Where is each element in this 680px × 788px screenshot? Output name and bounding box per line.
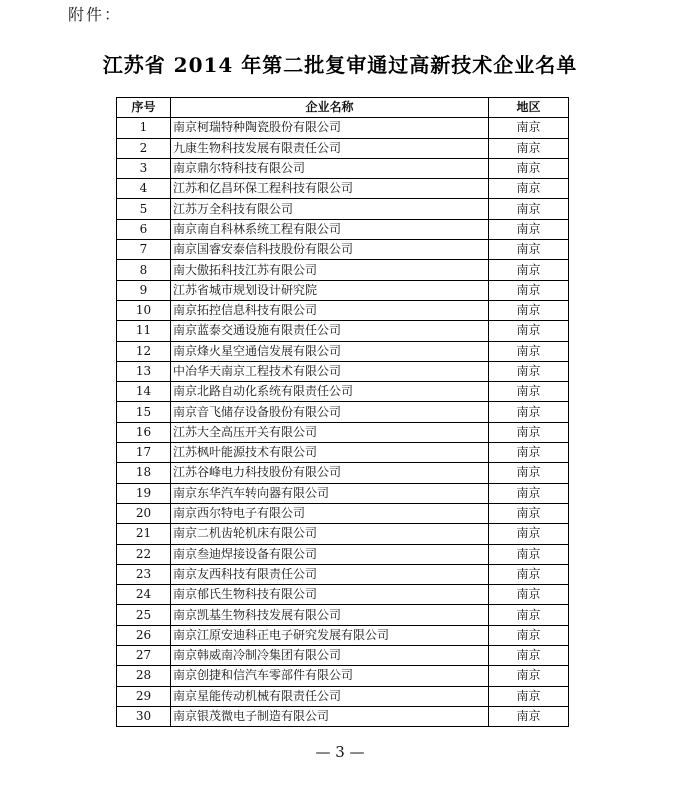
table-row (117, 382, 569, 402)
region: 南京 (489, 341, 569, 361)
header-region: 地区 (489, 98, 569, 118)
row-number: 4 (117, 179, 171, 199)
row-number: 28 (117, 666, 171, 686)
row-number: 13 (117, 361, 171, 381)
company-name: 南京星能传动机械有限责任公司 (171, 686, 489, 706)
row-number: 23 (117, 564, 171, 584)
row-number: 8 (117, 260, 171, 280)
document-title: 江苏省 2014 年第二批复审通过高新技术企业名单 (102, 53, 578, 77)
table-row (117, 564, 569, 584)
table-row (117, 402, 569, 422)
company-name: 南京拓控信息科技有限公司 (171, 300, 489, 320)
company-name: 南京创捷和信汽车零部件有限公司 (171, 666, 489, 686)
table-row (117, 443, 569, 463)
region: 南京 (489, 382, 569, 402)
company-name: 南京柯瑞特种陶瓷股份有限公司 (171, 118, 489, 138)
row-number: 17 (117, 443, 171, 463)
table-row (117, 422, 569, 442)
region: 南京 (489, 706, 569, 726)
table-row (117, 524, 569, 544)
region: 南京 (489, 219, 569, 239)
region: 南京 (489, 260, 569, 280)
company-name: 中冶华天南京工程技术有限公司 (171, 361, 489, 381)
company-name: 南京郁氏生物科技有限公司 (171, 585, 489, 605)
region: 南京 (489, 483, 569, 503)
company-name: 南京蓝泰交通设施有限责任公司 (171, 321, 489, 341)
company-name: 南京二机齿轮机床有限公司 (171, 524, 489, 544)
row-number: 18 (117, 463, 171, 483)
table-row (117, 321, 569, 341)
region: 南京 (489, 300, 569, 320)
company-name: 江苏枫叶能源技术有限公司 (171, 443, 489, 463)
attachment-label: 附件： (68, 5, 123, 24)
region: 南京 (489, 422, 569, 442)
table-row (117, 199, 569, 219)
company-name: 南京西尔特电子有限公司 (171, 503, 489, 523)
table-row (117, 483, 569, 503)
company-name: 南京江原安迪科正电子研究发展有限公司 (171, 625, 489, 645)
row-number: 11 (117, 321, 171, 341)
row-number: 30 (117, 706, 171, 726)
table-row (117, 361, 569, 381)
table-row (117, 158, 569, 178)
table-row (117, 544, 569, 564)
row-number: 22 (117, 544, 171, 564)
company-table (116, 97, 569, 727)
row-number: 10 (117, 300, 171, 320)
row-number: 1 (117, 118, 171, 138)
region: 南京 (489, 564, 569, 584)
region: 南京 (489, 240, 569, 260)
company-name: 南大傲拓科技江苏有限公司 (171, 260, 489, 280)
table-row (117, 240, 569, 260)
row-number: 27 (117, 646, 171, 666)
header-company-name: 企业名称 (171, 98, 489, 118)
row-number: 16 (117, 422, 171, 442)
region: 南京 (489, 199, 569, 219)
table-row (117, 585, 569, 605)
company-name: 南京凯基生物科技发展有限公司 (171, 605, 489, 625)
company-name: 南京鼎尔特科技有限公司 (171, 158, 489, 178)
region: 南京 (489, 402, 569, 422)
table-row (117, 646, 569, 666)
table-body (117, 118, 569, 727)
row-number: 26 (117, 625, 171, 645)
table-row (117, 686, 569, 706)
region: 南京 (489, 280, 569, 300)
company-name: 南京音飞储存设备股份有限公司 (171, 402, 489, 422)
table-row (117, 138, 569, 158)
table-row (117, 341, 569, 361)
company-name: 江苏万全科技有限公司 (171, 199, 489, 219)
company-name: 南京东华汽车转向器有限公司 (171, 483, 489, 503)
row-number: 2 (117, 138, 171, 158)
region: 南京 (489, 524, 569, 544)
region: 南京 (489, 625, 569, 645)
row-number: 24 (117, 585, 171, 605)
table-row (117, 625, 569, 645)
table-row (117, 463, 569, 483)
region: 南京 (489, 605, 569, 625)
row-number: 29 (117, 686, 171, 706)
region: 南京 (489, 544, 569, 564)
company-name: 江苏省城市规划设计研究院 (171, 280, 489, 300)
region: 南京 (489, 686, 569, 706)
table-row (117, 503, 569, 523)
table-row (117, 280, 569, 300)
row-number: 25 (117, 605, 171, 625)
region: 南京 (489, 666, 569, 686)
company-name: 九康生物科技发展有限责任公司 (171, 138, 489, 158)
region: 南京 (489, 361, 569, 381)
company-name: 江苏谷峰电力科技股份有限公司 (171, 463, 489, 483)
row-number: 14 (117, 382, 171, 402)
row-number: 9 (117, 280, 171, 300)
company-name: 南京烽火星空通信发展有限公司 (171, 341, 489, 361)
region: 南京 (489, 118, 569, 138)
table-row (117, 300, 569, 320)
row-number: 19 (117, 483, 171, 503)
company-name: 江苏和亿昌环保工程科技有限公司 (171, 179, 489, 199)
page-number: — 3 — (315, 743, 365, 761)
company-name: 南京国睿安泰信科技股份有限公司 (171, 240, 489, 260)
company-name: 南京北路自动化系统有限责任公司 (171, 382, 489, 402)
region: 南京 (489, 463, 569, 483)
table-row (117, 219, 569, 239)
company-name: 江苏大全高压开关有限公司 (171, 422, 489, 442)
table-row (117, 666, 569, 686)
table-row (117, 179, 569, 199)
company-name: 南京韩威南冷制冷集团有限公司 (171, 646, 489, 666)
row-number: 15 (117, 402, 171, 422)
table-row (117, 706, 569, 726)
region: 南京 (489, 158, 569, 178)
company-name: 南京南自科林系统工程有限公司 (171, 219, 489, 239)
region: 南京 (489, 503, 569, 523)
row-number: 7 (117, 240, 171, 260)
company-name: 南京银茂微电子制造有限公司 (171, 706, 489, 726)
region: 南京 (489, 179, 569, 199)
row-number: 6 (117, 219, 171, 239)
table-row (117, 118, 569, 138)
company-name: 南京叁迪焊接设备有限公司 (171, 544, 489, 564)
table-header-row (117, 98, 569, 118)
region: 南京 (489, 138, 569, 158)
row-number: 3 (117, 158, 171, 178)
header-no: 序号 (117, 98, 171, 118)
row-number: 21 (117, 524, 171, 544)
table-row (117, 605, 569, 625)
table-row (117, 260, 569, 280)
region: 南京 (489, 646, 569, 666)
row-number: 20 (117, 503, 171, 523)
region: 南京 (489, 585, 569, 605)
company-name: 南京友西科技有限责任公司 (171, 564, 489, 584)
region: 南京 (489, 443, 569, 463)
row-number: 12 (117, 341, 171, 361)
region: 南京 (489, 321, 569, 341)
row-number: 5 (117, 199, 171, 219)
